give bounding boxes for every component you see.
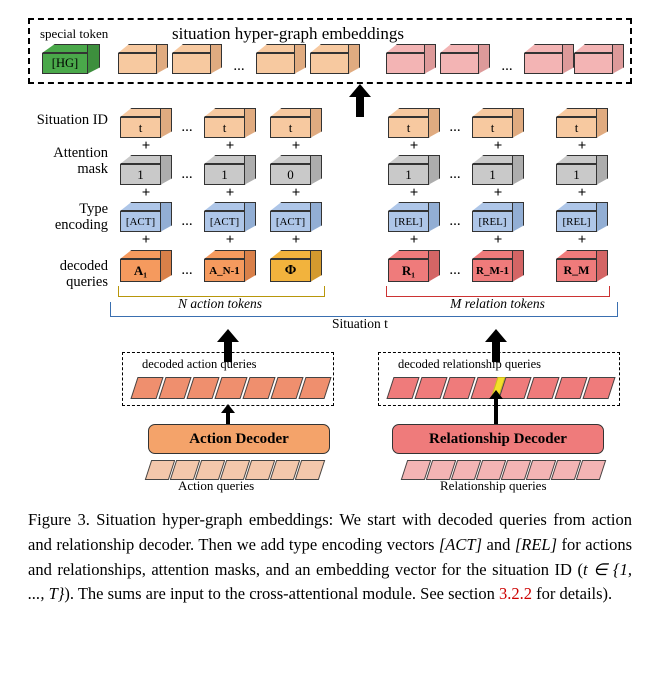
ellipsis-top-left: ... (233, 58, 245, 74)
action-decoder-arrow-shaft (226, 412, 230, 424)
caption-text-1: Situation hyper-graph embeddings: We start with decoded queries from action and relationship decoder. Then we add type encoding vectors (28, 510, 632, 554)
hypergraph-action-embedding (310, 44, 360, 74)
hg-token-block (42, 44, 100, 74)
caption-situation-id: t ∈ {1, ..., T} (28, 559, 633, 604)
situation-id-block (120, 108, 172, 138)
decoded-query-value: R_M (556, 259, 597, 282)
decoded-action-queries-label: decoded action queries (142, 357, 257, 371)
type-encoding-value: [REL] (472, 211, 513, 232)
decoded-query-block (120, 250, 172, 282)
action-tokens-label: N action tokens (178, 296, 262, 311)
type-encoding-value: [REL] (556, 211, 597, 232)
plus-sign: + (291, 185, 301, 201)
decoded-query-block (556, 250, 608, 282)
decoded-query-value: A_N-1 (204, 259, 245, 282)
relationship-decoder-arrow-head (489, 390, 503, 399)
action-query-item (295, 460, 325, 480)
hypergraph-relation-embedding (386, 44, 436, 74)
plus-sign: + (291, 232, 301, 248)
attention-mask-block (556, 155, 608, 185)
ellipsis-situation-left: ... (181, 119, 193, 135)
attention-mask-block (270, 155, 322, 185)
ellipsis-type-left: ... (181, 213, 193, 229)
caption-prefix: Figure 3. (28, 510, 97, 529)
plus-sign: + (225, 232, 235, 248)
situation-id-block (270, 108, 322, 138)
decoded-relationship-queries-label: decoded relationship queries (398, 357, 542, 371)
attention-mask-value: 1 (472, 164, 513, 185)
hg-token-label: [HG] (42, 53, 88, 74)
attention-mask-block (204, 155, 256, 185)
attention-mask-value: 1 (388, 164, 429, 185)
attention-mask-value: 1 (204, 164, 245, 185)
ellipsis-attention-left: ... (181, 166, 193, 182)
type-encoding-value: [ACT] (120, 211, 161, 232)
hypergraph-action-embedding (172, 44, 222, 74)
situation-id-value: t (270, 117, 311, 138)
arrow-to-hypergraph-head (349, 84, 371, 97)
decoded-query-block (204, 250, 256, 282)
decoded-query-value: Φ (270, 259, 311, 282)
plus-sign: + (493, 138, 503, 154)
type-encoding-block (556, 202, 608, 232)
row-label-type-encoding: Type encoding (54, 201, 108, 233)
situation-id-value: t (388, 117, 429, 138)
plus-sign: + (291, 138, 301, 154)
caption-text-4: ). The sums are input to the cross-attentional module. See section (64, 584, 499, 604)
situation-brace (110, 302, 618, 317)
situation-label: Situation t (332, 316, 388, 331)
action-arrow-head (217, 329, 239, 342)
situation-id-block (472, 108, 524, 138)
situation-id-block (388, 108, 440, 138)
attention-mask-value: 1 (120, 164, 161, 185)
relation-tokens-label: M relation tokens (450, 296, 545, 311)
situation-id-value: t (472, 117, 513, 138)
decoded-query-value: R_M-1 (472, 259, 513, 282)
situation-id-value: t (120, 117, 161, 138)
plus-sign: + (409, 138, 419, 154)
situation-id-block (204, 108, 256, 138)
decoded-query-block (388, 250, 440, 282)
plus-sign: + (577, 138, 587, 154)
ellipsis-decoded-right: ... (449, 262, 461, 278)
type-encoding-value: [ACT] (270, 211, 311, 232)
relation-arrow-head (485, 329, 507, 342)
decoded-query-value: R₁ (388, 259, 429, 282)
attention-mask-value: 1 (556, 164, 597, 185)
plus-sign: + (409, 185, 419, 201)
caption-act-token: [ACT] (438, 534, 482, 554)
type-encoding-value: [REL] (388, 211, 429, 232)
type-encoding-block (204, 202, 256, 232)
row-label-decoded-queries: decoded queries (59, 258, 108, 290)
plus-sign: + (409, 232, 419, 248)
situation-id-value: t (204, 117, 245, 138)
plus-sign: + (141, 185, 151, 201)
ellipsis-situation-right: ... (449, 119, 461, 135)
decoded-query-value: A₁ (120, 259, 161, 282)
type-encoding-block (120, 202, 172, 232)
action-decoder-arrow-head (221, 404, 235, 413)
caption-text-2: and (482, 534, 515, 554)
decoded-query-block-phi (270, 250, 322, 282)
plus-sign: + (577, 232, 587, 248)
figure-caption (28, 508, 632, 607)
caption-rel-token: [REL] (514, 534, 558, 554)
plus-sign: + (493, 232, 503, 248)
relationship-decoder-arrow-shaft (494, 398, 498, 424)
caption-section-ref[interactable]: 3.2.2 (498, 584, 532, 604)
hypergraph-relation-embedding (574, 44, 624, 74)
type-encoding-block (270, 202, 322, 232)
type-encoding-block (388, 202, 440, 232)
attention-mask-value: 0 (270, 164, 311, 185)
situation-id-block (556, 108, 608, 138)
ellipsis-type-right: ... (449, 213, 461, 229)
relationship-queries-label: Relationship queries (440, 478, 547, 493)
caption-text-3: for actions and relationships, attention masks, and an embedding vector for the situation ID ( (28, 534, 633, 579)
hypergraph-action-embedding (118, 44, 168, 74)
decoded-query-block (472, 250, 524, 282)
attention-mask-block (472, 155, 524, 185)
row-label-attention-mask: Attention mask (53, 145, 108, 177)
ellipsis-top-right: ... (501, 58, 513, 74)
plus-sign: + (141, 138, 151, 154)
attention-mask-block (120, 155, 172, 185)
type-encoding-block (472, 202, 524, 232)
hypergraph-embeddings-title: situation hyper-graph embeddings (172, 24, 404, 43)
relationship-query-item (576, 460, 606, 480)
plus-sign: + (225, 185, 235, 201)
action-decoder[interactable]: Action Decoder (148, 424, 330, 454)
caption-text-5: for details). (531, 584, 613, 604)
plus-sign: + (577, 185, 587, 201)
plus-sign: + (141, 232, 151, 248)
hypergraph-action-embedding (256, 44, 306, 74)
situation-id-value: t (556, 117, 597, 138)
hypergraph-relation-embedding (524, 44, 574, 74)
plus-sign: + (493, 185, 503, 201)
action-queries-label: Action queries (178, 478, 255, 493)
arrow-to-hypergraph-shaft (356, 95, 364, 117)
special-token-label: special token (40, 26, 109, 41)
hypergraph-relation-embedding (440, 44, 490, 74)
row-label-situation-id: Situation ID (36, 112, 108, 128)
type-encoding-value: [ACT] (204, 211, 245, 232)
attention-mask-block (388, 155, 440, 185)
relationship-decoder[interactable]: Relationship Decoder (392, 424, 604, 454)
plus-sign: + (225, 138, 235, 154)
ellipsis-attention-right: ... (449, 166, 461, 182)
ellipsis-decoded-left: ... (181, 262, 193, 278)
